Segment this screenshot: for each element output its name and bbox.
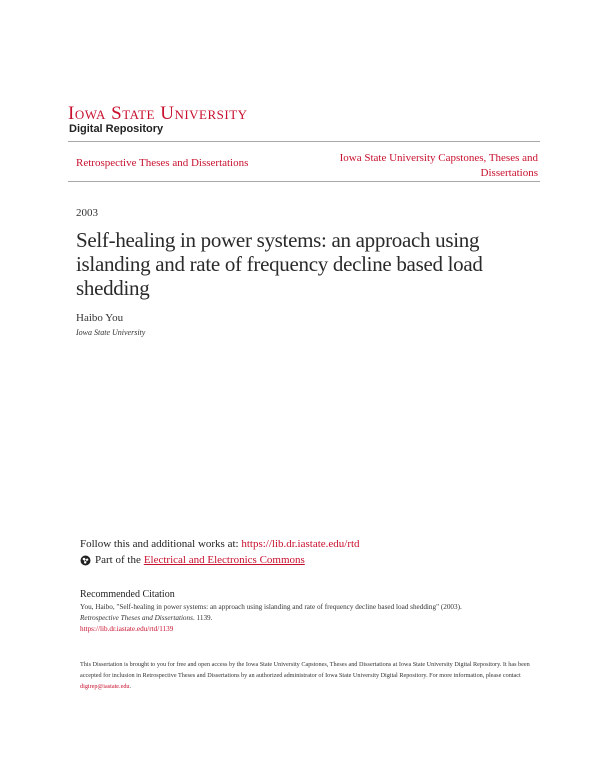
citation-series: Retrospective Theses and Dissertations — [80, 614, 193, 622]
university-logo[interactable]: Iowa State University — [68, 103, 248, 124]
recommended-citation-heading: Recommended Citation — [80, 589, 175, 600]
retrospective-theses-link[interactable]: Retrospective Theses and Dissertations — [76, 157, 249, 169]
divider-top — [68, 141, 540, 142]
author-name: Haibo You — [76, 312, 124, 324]
footer-notice — [80, 659, 530, 692]
contact-email-link[interactable]: digirep@iastate.edu — [80, 683, 130, 690]
follow-line — [80, 538, 360, 550]
divider-bottom — [68, 181, 540, 182]
footer-end: . — [129, 683, 132, 690]
network-commons-icon — [80, 555, 91, 566]
footer-text: This Dissertation is brought to you for free and open access by the Iowa State University Capstones, Theses and Dissertations at Iowa State University Digital Repository. It has been accepted for inclusion in Retrospective Theses and Dissertations by an authorized administrator of Iowa State University Digital Repository. For more information, please contact — [80, 661, 530, 679]
capstones-theses-link[interactable]: Iowa State University Capstones, Theses and Dissertations — [339, 152, 538, 179]
citation-link[interactable]: https://lib.dr.iastate.edu/rtd/1139 — [80, 625, 174, 633]
citation-block — [80, 602, 540, 635]
document-title: Self-healing in power systems: an approach using islanding and rate of frequency decline based load shedding — [76, 228, 483, 300]
follow-link[interactable]: https://lib.dr.iastate.edu/rtd — [241, 538, 360, 550]
publication-year: 2003 — [76, 207, 98, 219]
citation-number: . 1139. — [192, 614, 213, 622]
author-affiliation: Iowa State University — [76, 328, 146, 337]
digital-repository-label: Digital Repository — [69, 123, 164, 135]
part-of-text: Part of the — [95, 554, 141, 566]
follow-text: Follow this and additional works at: — [80, 538, 239, 550]
citation-text: You, Haibo, "Self-healing in power systems: an approach using islanding and rate of frequency decline based load shedding" (2003). — [80, 603, 462, 611]
electrical-commons-link[interactable]: Electrical and Electronics Commons — [143, 554, 305, 566]
part-of-line — [80, 554, 305, 566]
